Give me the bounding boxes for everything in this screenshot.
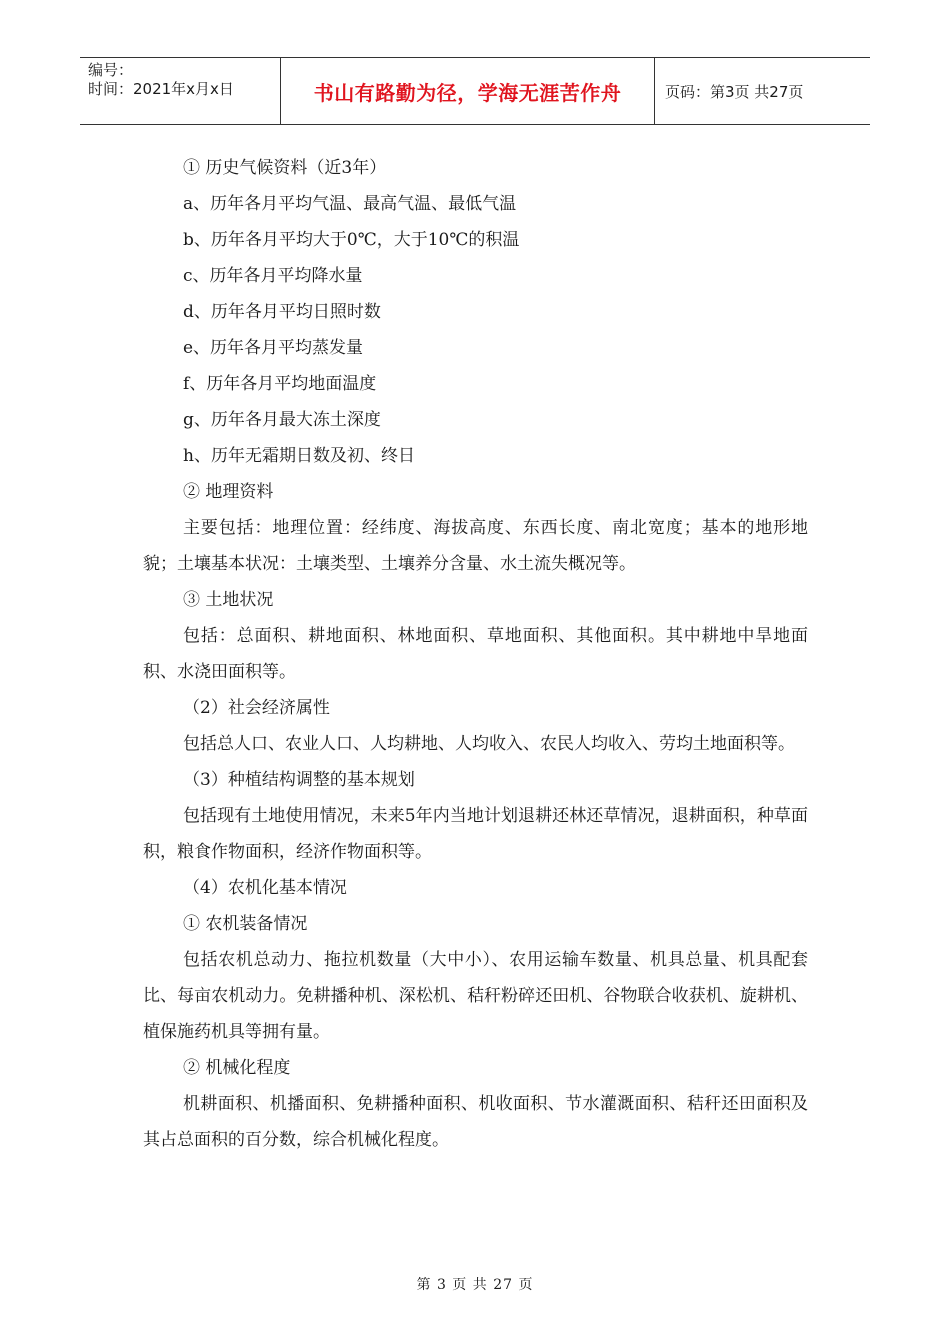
- paragraph-10: ② 地理资料: [183, 482, 274, 502]
- paragraph-15: 包括总人口、农业人口、人均耕地、人均收入、农民人均收入、劳均土地面积等。: [183, 734, 795, 754]
- paragraph-22: 机耕面积、机播面积、免耕播种面积、机收面积、节水灌溉面积、秸秆还田面积及其占总面积的百分数，综合机械化程度。: [143, 1094, 808, 1150]
- document-number-label: 编号：: [88, 61, 134, 79]
- paragraph-7: f、历年各月平均地面温度: [183, 374, 377, 394]
- paragraph-5: d、历年各月平均日照时数: [183, 302, 381, 322]
- paragraph-2: a、历年各月平均气温、最高气温、最低气温: [183, 194, 517, 214]
- paragraph-6: e、历年各月平均蒸发量: [183, 338, 364, 358]
- header-meta: [80, 58, 280, 124]
- paragraph-17: 包括现有土地使用情况，未来5年内当地计划退耕还林还草情况，退耕面积，种草面积，粮食作物面积，经济作物面积等。: [143, 806, 808, 862]
- paragraph-4: c、历年各月平均降水量: [183, 266, 363, 286]
- paragraph-20: 包括农机总动力、拖拉机数量（大中小）、农用运输车数量、机具总量、机具配套比、每亩农机动力。免耕播种机、深松机、秸秆粉碎还田机、谷物联合收获机、旋耕机、植保施药机具等拥有量。: [143, 950, 808, 1042]
- page-footer: 第 3 页 共 27 页: [416, 1277, 534, 1293]
- header-page-info: 页码：第3页 共27页: [665, 82, 804, 101]
- paragraph-11: 主要包括：地理位置：经纬度、海拔高度、东西长度、南北宽度；基本的地形地貌；土壤基本状况：土壤类型、土壤养分含量、水土流失概况等。: [143, 518, 808, 574]
- paragraph-8: g、历年各月最大冻土深度: [183, 410, 381, 430]
- document-time-label: 时间：2021年x月x日: [88, 80, 234, 98]
- paragraph-12: ③ 土地状况: [183, 590, 274, 610]
- paragraph-16: （3）种植结构调整的基本规划: [183, 770, 415, 790]
- paragraph-18: （4）农机化基本情况: [183, 878, 347, 898]
- paragraph-1: ① 历史气候资料（近3年）: [183, 158, 387, 178]
- paragraph-19: ① 农机装备情况: [183, 914, 308, 934]
- paragraph-13: 包括：总面积、耕地面积、林地面积、草地面积、其他面积。其中耕地中旱地面积、水浇田面积等。: [143, 626, 808, 682]
- paragraph-3: b、历年各月平均大于0℃，大于10℃的积温: [183, 230, 520, 250]
- paragraph-9: h、历年无霜期日数及初、终日: [183, 446, 415, 466]
- document-body: [143, 150, 808, 1158]
- header-motto-cell: [280, 58, 655, 124]
- paragraph-14: （2）社会经济属性: [183, 698, 330, 718]
- header-motto: 书山有路勤为径，学海无涯苦作舟: [313, 80, 622, 105]
- page-header: [80, 57, 870, 125]
- paragraph-21: ② 机械化程度: [183, 1058, 291, 1078]
